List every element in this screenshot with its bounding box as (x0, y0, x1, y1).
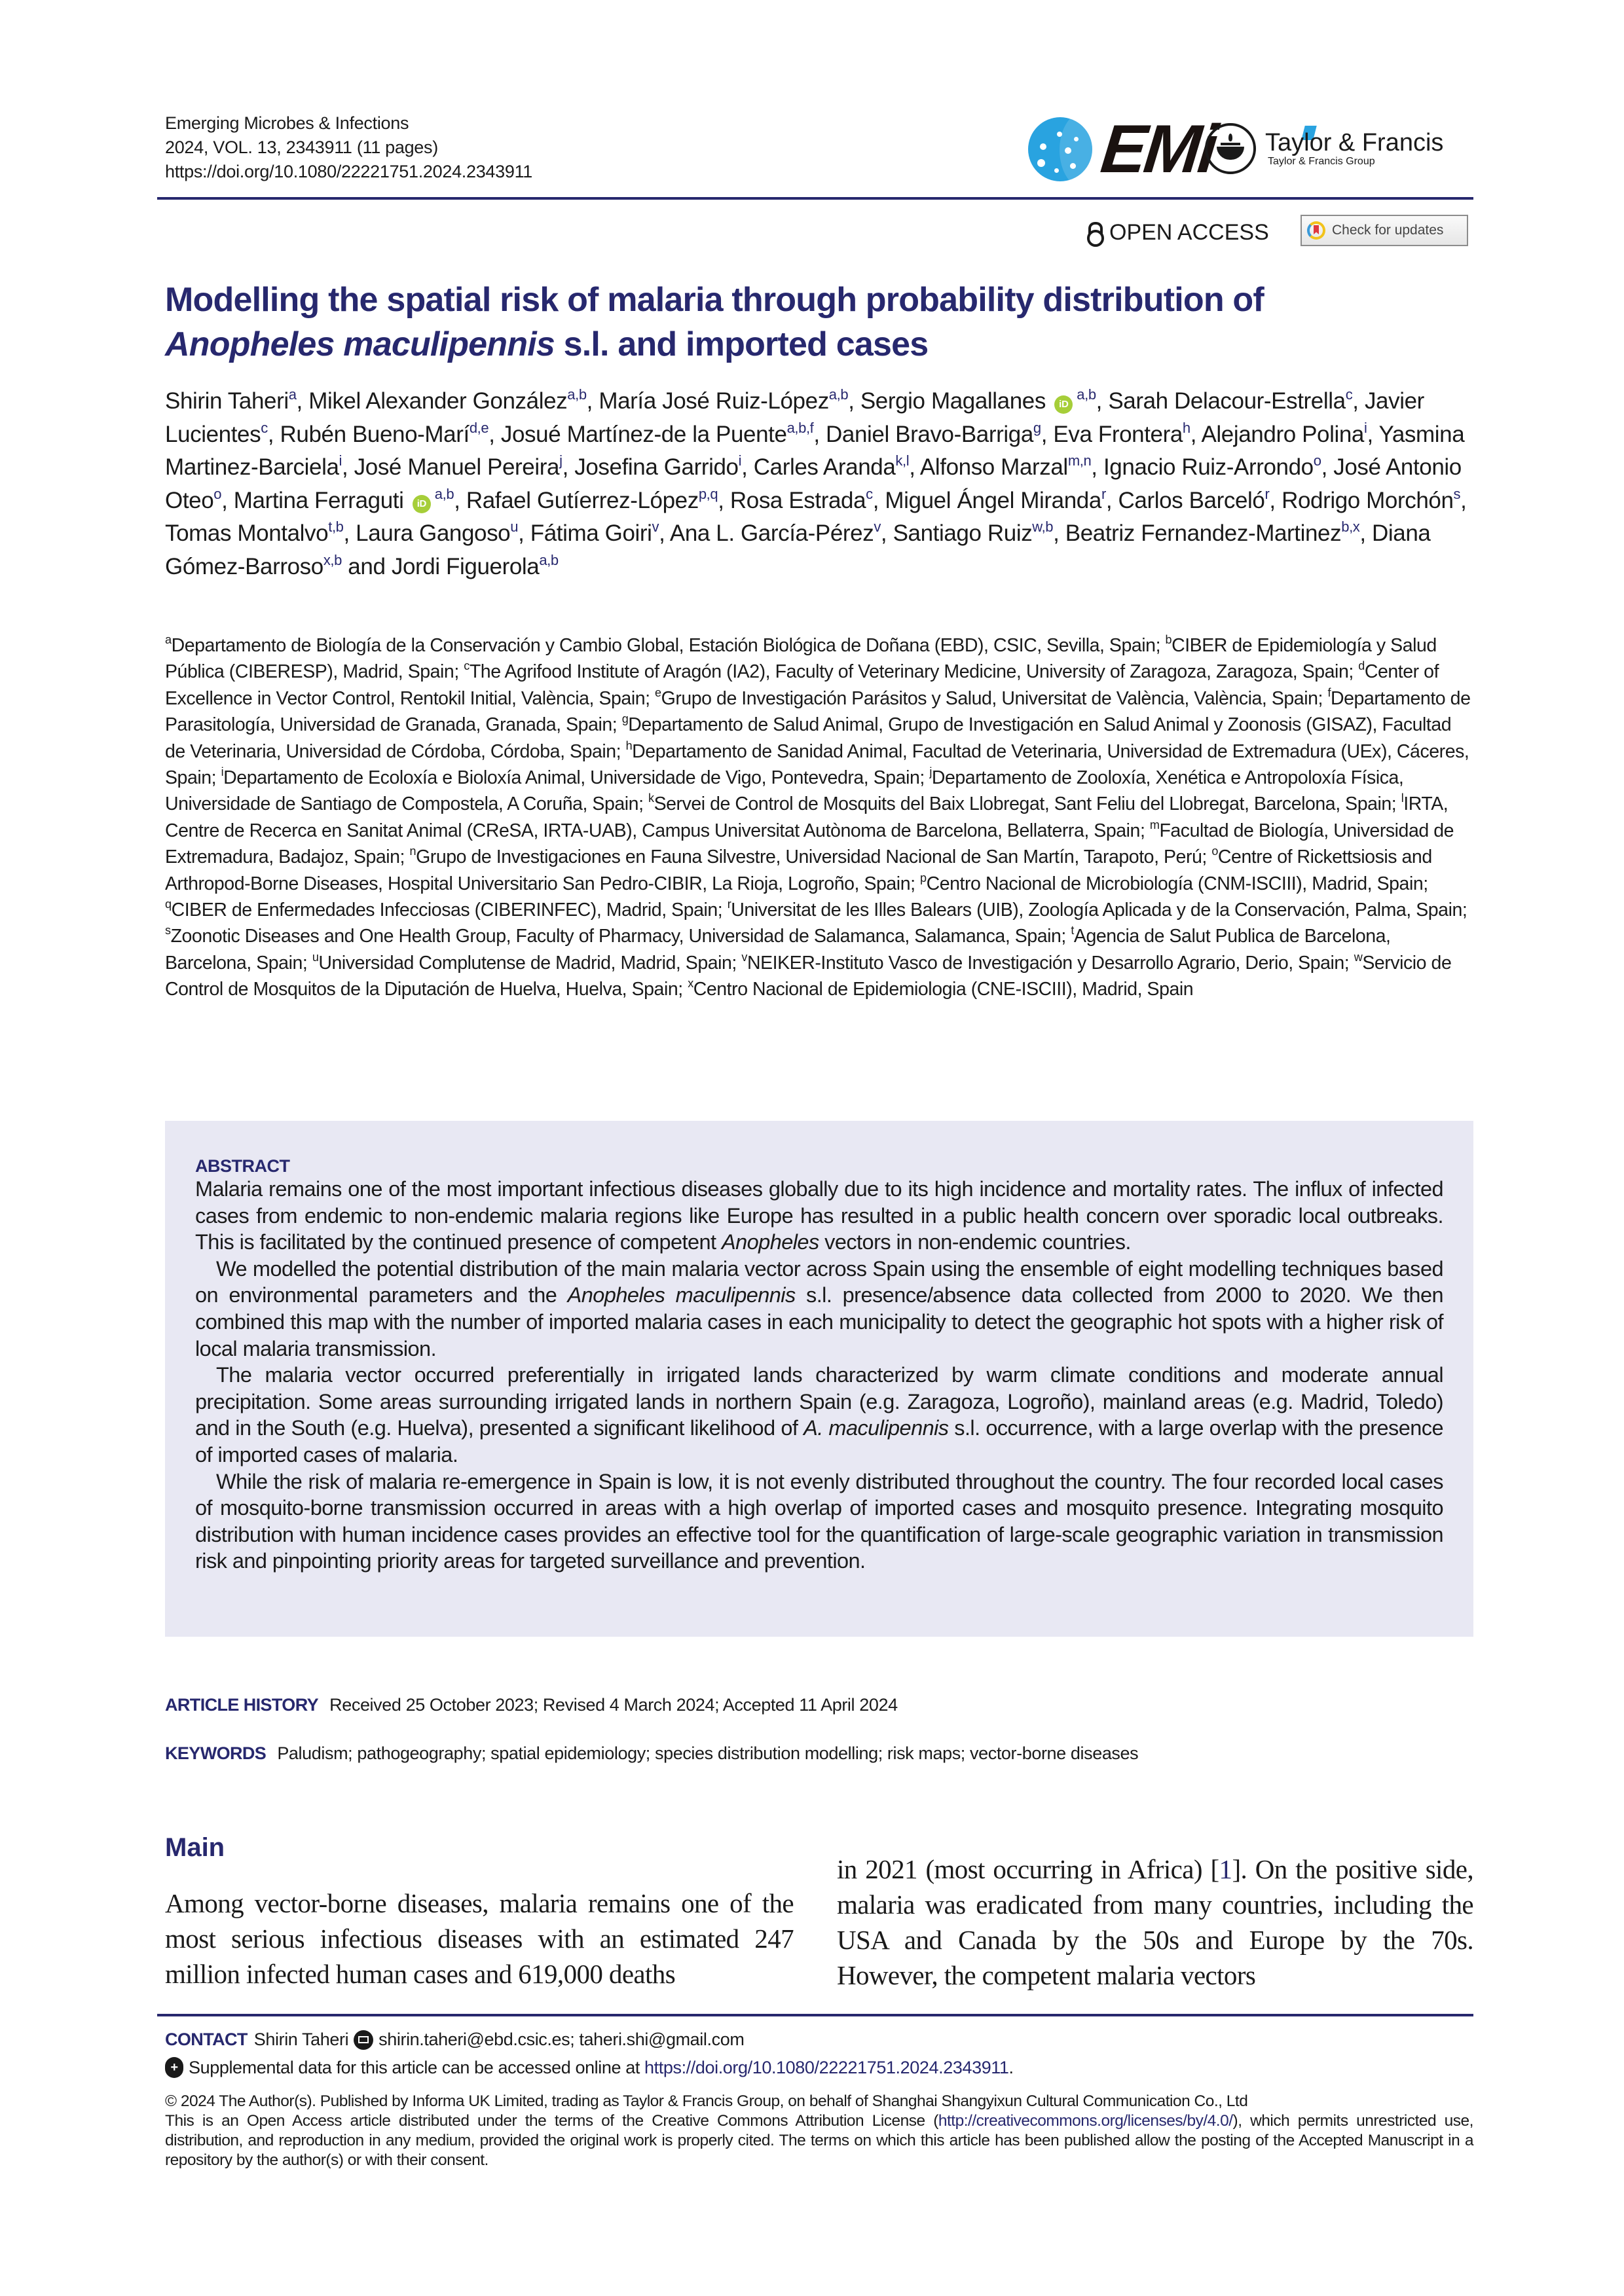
affiliation-marker[interactable]: a,b (1077, 386, 1096, 403)
affiliation-marker[interactable]: h (1182, 419, 1190, 436)
title-species: Anopheles maculipennis (165, 325, 555, 363)
check-for-updates-button[interactable] (1301, 215, 1468, 246)
journal-volume: 2024, VOL. 13, 2343911 (11 pages) (165, 137, 438, 157)
affiliation-o: $^o$Centre of Rickettsiosis and Arthropod-Borne Diseases, Hospital Universitario San Pedro-CIBIR, La Rioja, Logroño, Spain; (165, 845, 1432, 894)
affiliation-marker[interactable]: c (866, 485, 873, 502)
affiliation-n: $^n$Grupo de Investigaciones en Fauna Silvestre, Universidad Nacional de San Martín, Tarapoto, Perú; (409, 845, 1207, 868)
affiliation-marker[interactable]: a,b (434, 485, 454, 502)
author: Santiago Ruiz$^{w,b}$ (893, 519, 1054, 546)
affiliation-i: $^i$Departamento de Ecoloxía e Bioloxía Animal, Universidade de Vigo, Pontevedra, Spain; (221, 765, 925, 789)
affiliation-marker[interactable]: d,e (469, 419, 489, 436)
author: Laura Gangoso$^u$ (356, 519, 519, 546)
affiliation-x: $^x$Centro Nacional de Epidemiologia (CNE-ISCIII), Madrid, Spain (688, 977, 1194, 1000)
author: Daniel Bravo-Barriga$^g$ (826, 419, 1041, 447)
taylor-francis-logo[interactable] (1205, 123, 1443, 174)
affiliation-p: $^p$Centro Nacional de Microbiología (CNM-ISCIII), Madrid, Spain; (920, 871, 1428, 894)
author: Diana Gómez-Barroso$^{x,b}$ (165, 520, 1431, 579)
author: Tomas Montalvo$^{t,b}$ (165, 519, 344, 546)
author: Rafael Gutíerrez-López$^{p,q}$ (466, 485, 718, 513)
affiliation-f: $^f$Departamento de Parasitología, Universidad de Granada, Granada, Spain; (165, 685, 1471, 736)
affiliation-marker[interactable]: s (1453, 485, 1461, 502)
copyright-notice (165, 2092, 1473, 2170)
affiliation-marker[interactable]: c (1345, 386, 1353, 403)
author: Rosa Estrada$^c$ (729, 485, 873, 513)
journal-name: Emerging Microbes & Infections (165, 113, 409, 133)
journal-meta (165, 111, 532, 184)
orcid-icon[interactable]: iD (413, 495, 431, 513)
open-access-label: OPEN ACCESS (1109, 220, 1269, 245)
affiliation-marker[interactable]: t,b (328, 519, 344, 535)
affiliation-marker[interactable]: p,q (698, 485, 718, 502)
supplemental-data-icon: + (165, 2057, 183, 2078)
open-lock-icon (1087, 222, 1101, 244)
publisher-group: Taylor & Francis Group (1268, 156, 1375, 167)
affiliation-e: $^e$Grupo de Investigación Parásitos y Salud, Universitat de València, València, Spain; (655, 685, 1323, 709)
affiliation-h: $^h$Departamento de Sanidad Animal, Facultad de Veterinaria, Universidad de Extremadura (UEx), Cáceres, Spain; (165, 738, 1469, 789)
author: Rodrigo Morchón$^s$ (1282, 485, 1461, 513)
emi-wordmark: EMi (1097, 111, 1219, 187)
abstract-box (165, 1121, 1473, 1637)
affiliation-marker[interactable]: i (339, 452, 342, 469)
author: Sarah Delacour-Estrella$^c$ (1108, 386, 1353, 414)
keywords (165, 1743, 1138, 1764)
affiliation-d: $^d$Center of Excellence in Vector Control, Rentokil Initial, València, Spain; (165, 659, 1439, 709)
affiliation-marker[interactable]: g (1033, 419, 1041, 436)
affiliation-m: $^m$Facultad de Biología, Universidad de Extremadura, Badajoz, Spain; (165, 818, 1454, 868)
contact-label: CONTACT (165, 2030, 248, 2049)
affiliation-marker[interactable]: r (1101, 485, 1106, 502)
affiliation-marker[interactable]: b,x (1341, 519, 1360, 535)
author: Josefina Garrido$^i$ (574, 452, 742, 480)
affiliation-j: $^j$Departamento de Zooloxía, Xenética e Antropoloxía Física, Universidade de Santiago de Compostela, A Coruña, Spain; (165, 765, 1404, 815)
author: Beatriz Fernandez-Martinez$^{b,x}$ (1065, 519, 1360, 546)
abstract-heading: ABSTRACT (195, 1156, 290, 1176)
affiliation-marker[interactable]: m,n (1067, 452, 1092, 469)
article-history-text: Received 25 October 2023; Revised 4 March 2024; Accepted 11 April 2024 (329, 1695, 898, 1715)
abstract-paragraph: While the risk of malaria re-emergence in Spain is low, it is not evenly distributed throughout the country. The four recorded local cases of mosquito-borne transmission occurred in areas with a high overlap of imported cases and mosquito presence. Integrating mosquito distribution with human incidence cases provides an effective tool for the quantification of large-scale geographic variation in transmission risk and pinpointing priority areas for targeted surveillance and prevention. (195, 1469, 1443, 1573)
affiliation-marker[interactable]: c (261, 419, 268, 436)
affiliation-r: $^r$Universitat de les Illes Balears (UIB), Zoología Aplicada y de la Conservación, Palma, Spain; (727, 898, 1467, 921)
author: Miguel Ángel Miranda$^r$ (885, 485, 1106, 513)
supplemental-text: Supplemental data for this article can be accessed online at (189, 2057, 645, 2077)
supplemental-doi-link[interactable]: https://doi.org/10.1080/22221751.2024.2343911 (644, 2057, 1009, 2077)
abstract-body (195, 1176, 1443, 1575)
article-history-label: ARTICLE HISTORY (165, 1695, 319, 1715)
contact-emails[interactable]: shirin.taheri@ebd.csic.es; taheri.shi@gmail.com (378, 2030, 745, 2049)
affiliation-t: $^t$Agencia de Salut Publica de Barcelona, Barcelona, Spain; (165, 924, 1391, 974)
body-text: in 2021 (most occurring in Africa) [ (837, 1854, 1219, 1884)
affiliations (165, 632, 1473, 1003)
affiliation-marker[interactable]: j (559, 452, 563, 469)
keywords-text: Paludism; pathogeography; spatial epidemiology; species distribution modelling; risk maps; vector-borne diseases (277, 1743, 1139, 1763)
author: Shirin Taheri$^a$ (165, 386, 297, 414)
envelope-icon (354, 2030, 373, 2050)
affiliation-marker[interactable]: r (1264, 485, 1270, 502)
microbe-globe-icon (1028, 117, 1092, 181)
author: Alejandro Polina$^i$ (1201, 419, 1367, 447)
affiliation-marker[interactable]: x,b (323, 551, 342, 568)
license-text (165, 2111, 1473, 2170)
affiliation-marker[interactable]: a,b (539, 551, 559, 568)
author: Carlos Barceló$^r$ (1118, 485, 1270, 513)
affiliation-marker[interactable]: i (1363, 419, 1367, 436)
affiliation-marker[interactable]: a,b,f (786, 419, 814, 436)
affiliation-marker[interactable]: i (738, 452, 742, 469)
footer-rule (157, 2014, 1473, 2016)
copyright-line: © 2024 The Author(s). Published by Informa UK Limited, trading as Taylor & Francis Group, on behalf of Shanghai Shangyixun Cultural Communication Co., Ltd (165, 2092, 1248, 2110)
affiliation-w: $^w$Servicio de Control de Mosquitos de la Diputación de Huelva, Huelva, Spain; (165, 950, 1452, 1000)
publisher-name: Taylor & Francis (1265, 129, 1444, 156)
affiliation-marker[interactable]: o (1313, 452, 1321, 469)
open-access-badge (1087, 220, 1269, 246)
check-updates-label: Check for updates (1332, 223, 1444, 238)
affiliation-q: $^q$CIBER de Enfermedades Infecciosas (CIBERINFEC), Madrid, Spain; (165, 898, 723, 921)
header-rule (157, 197, 1473, 200)
body-text: ]. On the positive side, malaria was eradicated from many countries, including the USA and Canada by the 50s and Europe by the 70s. However, the competent malaria vectors (837, 1854, 1473, 1990)
affiliation-marker[interactable]: v (652, 519, 659, 535)
body-column-right (837, 1851, 1473, 1993)
citation-link[interactable]: 1 (1219, 1854, 1232, 1884)
affiliation-marker[interactable]: a,b (828, 386, 849, 403)
author: Rubén Bueno-Marí$^{d,e}$ (280, 419, 489, 447)
author: Alfonso Marzal$^{m,n}$ (919, 452, 1092, 480)
author: Yasmina Martinez-Barciela$^i$ (165, 421, 1465, 480)
affiliation-u: $^u$Universidad Complutense de Madrid, Madrid, Spain; (312, 950, 737, 974)
author: Josué Martínez-de la Puente$^{a,b,f}$ (500, 419, 814, 447)
abstract-paragraph: Malaria remains one of the most important infectious diseases globally due to its high incidence and mortality rates. The influx of infected cases from endemic to non-endemic malaria regions like Europe has resulted in a public health concern over sporadic local outbreaks. This is facilitated by the continued presence of competent Anopheles vectors in non-endemic countries. (195, 1177, 1443, 1254)
author: Carles Aranda$^{k,l}$ (753, 452, 910, 480)
author: José Antonio Oteo$^o$ (165, 454, 1462, 513)
section-heading-main: Main (165, 1833, 225, 1862)
license-before: This is an Open Access article distributed under the terms of the Creative Commons Attribution License ( (165, 2112, 938, 2130)
author: Martina Ferraguti iD$^{a,b}$ (233, 485, 454, 513)
affiliation-marker[interactable]: u (510, 519, 519, 535)
affiliation-s: $^s$Zoonotic Diseases and One Health Group, Faculty of Pharmacy, Universidad de Salamanca, Salamanca, Spain; (165, 924, 1066, 947)
title-line-1: Modelling the spatial risk of malaria through probability distribution of (165, 281, 1264, 319)
license-after: ), which permits unrestricted use, distribution, and reproduction in any medium, provided the original work is properly cited. The terms on which this article has been published allow the posting of the Accepted Manuscript in a repository by the author(s) or with their consent. (165, 2112, 1473, 2169)
affiliation-k: $^k$Servei de Control de Mosquits del Baix Llobregat, Sant Feliu del Llobregat, Barcelona, Spain; (648, 792, 1397, 815)
affiliation-marker[interactable]: v (874, 519, 881, 535)
logos (1028, 111, 1473, 189)
emi-logo[interactable] (1028, 111, 1219, 187)
affiliation-g: $^g$Departamento de Salud Animal, Grupo de Investigación en Salud Animal y Zoonosis (GISAZ), Facultad de Veterinaria, Universidad de Córdoba, Córdoba, Spain; (165, 712, 1452, 762)
title-rest: s.l. and imported cases (554, 325, 929, 363)
license-link[interactable]: http://creativecommons.org/licenses/by/4.0/ (938, 2112, 1233, 2130)
author: Mikel Alexander González$^{a,b}$ (308, 386, 587, 414)
affiliation-marker[interactable]: a (288, 386, 297, 403)
abstract-paragraph: The malaria vector occurred preferentially in irrigated lands characterized by warm climate conditions and moderate annual precipitation. Some areas surrounding irrigated lands in northern Spain (e.g. Zaragoza, Logroño), mainland areas (e.g. Madrid, Toledo) and in the South (e.g. Huelva), presented a significant likelihood of A. maculipennis s.l. occurrence, with a large overlap with the presence of imported cases of malaria. (195, 1363, 1444, 1467)
abstract-paragraph: We modelled the potential distribution of the main malaria vector across Spain using the ensemble of eight modelling techniques based on environmental parameters and the Anopheles maculipennis s.l. presence/absence data collected from 2000 to 2020. We then combined this map with the number of imported malaria cases in each municipality to detect the geographic hot spots with a higher risk of local malaria transmission. (195, 1256, 1443, 1360)
crossmark-icon (1307, 221, 1325, 240)
oil-lamp-icon (1205, 123, 1256, 174)
body-column-left: Among vector-borne diseases, malaria remains one of the most serious infectious diseases with an estimated 247 million infected human cases and 619,000 deaths (165, 1888, 794, 1989)
author: Javier Lucientes$^c$ (165, 388, 1424, 447)
author: José Manuel Pereira$^j$ (354, 452, 563, 480)
author: Ignacio Ruiz-Arrondo$^o$ (1103, 452, 1321, 480)
affiliation-marker[interactable]: w,b (1032, 519, 1054, 535)
contact-line (165, 2030, 744, 2050)
affiliation-marker[interactable]: k,l (895, 452, 910, 469)
affiliation-l: $^l$IRTA, Centre de Recerca en Sanitat Animal (CReSA, IRTA-UAB), Campus Universitat Autònoma de Barcelona, Bellaterra, Spain; (165, 792, 1449, 841)
article-history (165, 1695, 898, 1715)
affiliation-c: $^c$The Agrifood Institute of Aragón (IA2), Faculty of Veterinary Medicine, University of Zaragoza, Zaragoza, Spain; (464, 659, 1354, 683)
affiliation-marker[interactable]: o (213, 485, 222, 502)
affiliation-v: $^v$NEIKER-Instituto Vasco de Investigación y Desarrollo Agrario, Derio, Spain; (741, 950, 1350, 974)
author: Eva Frontera$^h$ (1053, 419, 1190, 447)
author: María José Ruiz-López$^{a,b}$ (599, 386, 849, 414)
contact-name: Shirin Taheri (253, 2030, 349, 2049)
journal-doi-link[interactable]: https://doi.org/10.1080/22221751.2024.2343911 (165, 162, 533, 181)
author: Fátima Goiri$^v$ (530, 519, 659, 546)
article-title (165, 278, 1475, 367)
affiliation-a: $^a$Departamento de Biología de la Conservación y Cambio Global, Estación Biológica de Doñana (EBD), CSIC, Sevilla, Spain; (165, 633, 1161, 656)
author: Sergio Magallanes iD$^{a,b}$ (860, 386, 1096, 414)
orcid-icon[interactable]: iD (1054, 395, 1073, 414)
period: . (1008, 2057, 1014, 2077)
keywords-label: KEYWORDS (165, 1743, 267, 1763)
supplemental-line (165, 2057, 1014, 2078)
affiliation-b: $^b$CIBER de Epidemiología y Salud Pública (CIBERESP), Madrid, Spain; (165, 633, 1437, 683)
author: Jordi Figuerola$^{a,b}$ (391, 551, 559, 579)
author: Ana L. García-Pérez$^v$ (669, 519, 881, 546)
author-list: Shirin Taheri$^a$, Mikel Alexander González$^{a,b}$, María José Ruiz-López$^{a,b}$, Sergio Magallanes iD$^{a,b}$, Sarah Delacour-Estrella$^c$, Javier Lucientes$^c$, Rubén Bueno-Marí$^{d,e}$, Josué Martínez-de la Puente$^{a,b,f}$, Daniel Bravo-Barriga$^g$, Eva Frontera$^h$, Alejandro Polina$^i$, Yasmina Martinez-Barciela$^i$, José Manuel Pereira$^j$, Josefina Garrido$^i$, Carles Aranda$^{k,l}$, Alfonso Marzal$^{m,n}$, Ignacio Ruiz-Arrondo$^o$, José Antonio Oteo$^o$, Martina Ferraguti iD$^{a,b}$, Rafael Gutíerrez-López$^{p,q}$, Rosa Estrada$^c$, Miguel Ángel Miranda$^r$, Carlos Barceló$^r$, Rodrigo Morchón$^s$, Tomas Montalvo$^{t,b}$, Laura Gangoso$^u$, Fátima Goiri$^v$, Ana L. García-Pérez$^v$, Santiago Ruiz$^{w,b}$, Beatriz Fernandez-Martinez$^{b,x}$, Diana Gómez-Barroso$^{x,b}$ and Jordi Figuerola$^{a,b}$ (165, 386, 1467, 579)
affiliation-marker[interactable]: a,b (567, 386, 587, 403)
